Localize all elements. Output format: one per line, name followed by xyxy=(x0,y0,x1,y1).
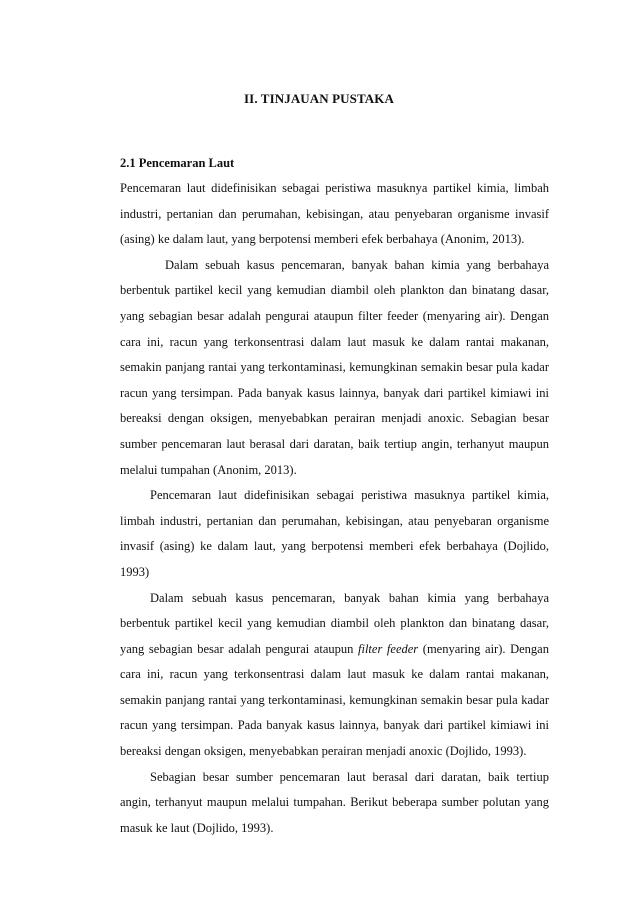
paragraph-4-italic-term: filter feeder xyxy=(358,641,419,656)
paragraph-4-text-start: Dalam sebuah kasus pencemaran, banyak bahan kimia yang berbahaya berbentuk partikel kecil yang kemudian diambil oleh plankton dan binatang dasar, yang sebagian besar adalah pengurai ataupun xyxy=(120,590,549,656)
paragraph-2: Dalam sebuah kasus pencemaran, banyak bahan kimia yang berbahaya berbentuk partikel kecil yang kemudian diambil oleh plankton dan binatang dasar, yang sebagian besar adalah pengurai ataupun filter feeder (menyaring air). Dengan cara ini, racun yang terkonsentrasi dalam laut masuk ke dalam rantai makanan, semakin panjang rantai yang terkontaminasi, kemungkinan semakin besar pula kadar racun yang tersimpan. Pada banyak kasus lainnya, banyak dari partikel kimiawi ini bereaksi dengan oksigen, menyebabkan perairan menjadi anoxic. Sebagian besar sumber pencemaran laut berasal dari daratan, baik tertiup angin, terhanyut maupun melalui tumpahan (Anonim, 2013). xyxy=(120,257,549,477)
section-heading: 2.1 Pencemaran Laut xyxy=(120,156,235,170)
paragraph-5: Sebagian besar sumber pencemaran laut berasal dari daratan, baik tertiup angin, terhanyut maupun melalui tumpahan. Berikut beberapa sumber polutan yang masuk ke laut (Dojlido, 1993). xyxy=(120,769,549,835)
paragraph-3: Pencemaran laut didefinisikan sebagai peristiwa masuknya partikel kimia, limbah industri, pertanian dan perumahan, kebisingan, atau penyebaran organisme invasif (asing) ke dalam laut, yang berpotensi memberi efek berbahaya (Dojlido, 1993) xyxy=(120,488,549,579)
body-text xyxy=(120,176,549,841)
paragraph-4 xyxy=(120,586,549,765)
paragraph-1: Pencemaran laut didefinisikan sebagai peristiwa masuknya partikel kimia, limbah industri, pertanian dan perumahan, kebisingan, atau penyebaran organisme invasif (asing) ke dalam laut, yang berpotensi memberi efek berbahaya (Anonim, 2013). xyxy=(120,181,549,247)
paragraph-4-text-end: (menyaring air). Dengan cara ini, racun yang terkonsentrasi dalam laut masuk ke dalam rantai makanan, semakin panjang rantai yang terkontaminasi, kemungkinan semakin besar pula kadar racun yang tersimpan. Pada banyak kasus lainnya, banyak dari partikel kimiawi ini bereaksi dengan oksigen, menyebabkan perairan menjadi anoxic (Dojlido, 1993). xyxy=(120,641,549,759)
chapter-title: II. TINJAUAN PUSTAKA xyxy=(244,91,394,106)
